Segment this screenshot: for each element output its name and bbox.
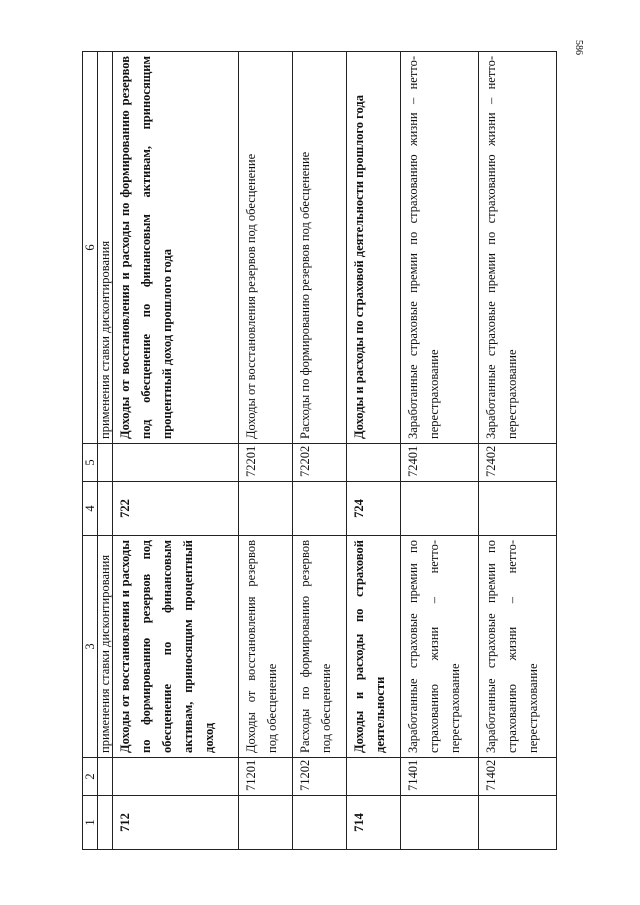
cell-subaccount-code: 71401 [400, 758, 478, 796]
cell-subaccount-code [347, 758, 401, 796]
cell-prior-description: Заработанные страховые премии по страхованию жизни – нетто-перестрахование [400, 52, 478, 444]
cell-account-code: 714 [347, 796, 401, 850]
cell-description: Доходы от восстановления резервов под обесценение [239, 536, 293, 758]
cell-description: Доходы от восстановления и расходы по формированию резервов под обесценение по финансовым активам, приносящим процентный доход [113, 536, 239, 758]
account-correspondence-table [82, 51, 557, 850]
cell-subaccount-code: 71402 [478, 758, 556, 796]
cell-account-code: 712 [113, 796, 239, 850]
cell-prior-subaccount-code: 72402 [478, 444, 556, 482]
header-row [83, 52, 98, 850]
table-row [293, 52, 347, 850]
cell-prior-subaccount-code [113, 444, 239, 482]
cell-prior-subaccount-code: 72401 [400, 444, 478, 482]
rotated-page-content [82, 52, 557, 850]
cell-account-code [239, 796, 293, 850]
cell-prior-description: Доходы от восстановления резервов под обесценение [239, 52, 293, 444]
continuation-col3: применения ставки дисконтирования [98, 536, 113, 758]
cell-prior-description: Доходы от восстановления и расходы по формированию резервов под обесценение по финансовым активам, приносящим процентный доход прошлого года [113, 52, 239, 444]
continuation-col6: применения ставки дисконтирования [98, 52, 113, 444]
cell-account-code [478, 796, 556, 850]
table-row [400, 52, 478, 850]
cell-description: Заработанные страховые премии по страхованию жизни – нетто-перестрахование [478, 536, 556, 758]
cell-description: Заработанные страховые премии по страхованию жизни – нетто-перестрахование [400, 536, 478, 758]
continuation-row [98, 52, 113, 850]
cell-prior-subaccount-code: 72202 [293, 444, 347, 482]
header-col-6: 6 [83, 52, 98, 444]
cell-subaccount-code [113, 758, 239, 796]
cell-prior-description: Заработанные страховые премии по страхованию жизни – нетто-перестрахование [478, 52, 556, 444]
table-row [347, 52, 401, 850]
header-col-5: 5 [83, 444, 98, 482]
cell-account-code [400, 796, 478, 850]
header-col-4: 4 [83, 482, 98, 536]
cell-subaccount-code: 71202 [293, 758, 347, 796]
cell-prior-account-code [400, 482, 478, 536]
header-col-2: 2 [83, 758, 98, 796]
cell-prior-description: Доходы и расходы по страховой деятельности прошлого года [347, 52, 401, 444]
cell-prior-account-code [478, 482, 556, 536]
cell-prior-account-code: 722 [113, 482, 239, 536]
cell-prior-account-code [293, 482, 347, 536]
cell-account-code [293, 796, 347, 850]
cell-prior-subaccount-code [347, 444, 401, 482]
header-col-3: 3 [83, 536, 98, 758]
table-row [239, 52, 293, 850]
cell-prior-account-code: 724 [347, 482, 401, 536]
cell-prior-account-code [239, 482, 293, 536]
cell-prior-subaccount-code: 72201 [239, 444, 293, 482]
header-col-1: 1 [83, 796, 98, 850]
table-row [113, 52, 239, 850]
cell-prior-description: Расходы по формированию резервов под обесценение [293, 52, 347, 444]
cell-subaccount-code: 71201 [239, 758, 293, 796]
cell-description: Доходы и расходы по страховой деятельности [347, 536, 401, 758]
table-row [478, 52, 556, 850]
cell-description: Расходы по формированию резервов под обесценение [293, 536, 347, 758]
page-number: 586 [573, 40, 584, 55]
